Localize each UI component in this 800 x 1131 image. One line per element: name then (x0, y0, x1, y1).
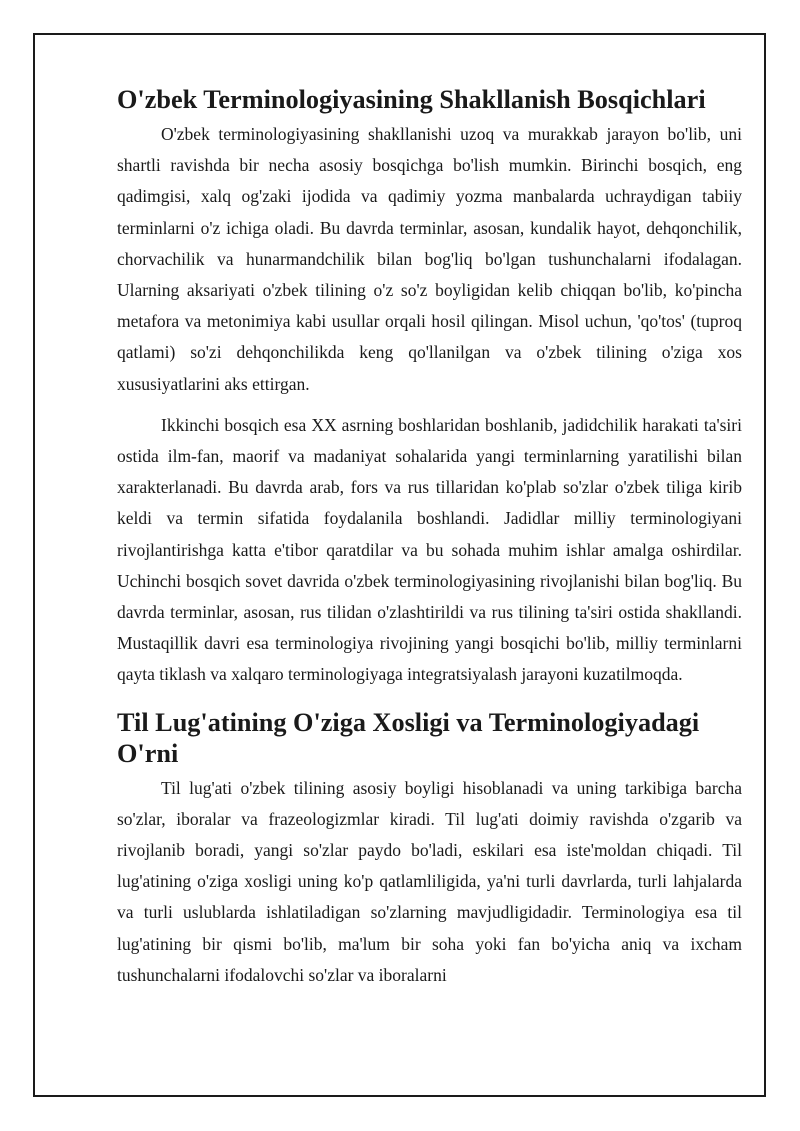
section-heading-stages: O'zbek Terminologiyasining Shakllanish Bosqichlari (117, 85, 706, 114)
document-body (117, 84, 742, 991)
paragraph-stages-1: O'zbek terminologiyasining shakllanishi uzoq va murakkab jarayon bo'lib, uni shartli ravishda bir necha asosiy bosqichga bo'lish mumkin. Birinchi bosqich, eng qadimgisi, xalq og'zaki ijodida va qadimiy yozma manbalarda uchraydigan tabiiy terminlarni o'z ichiga oladi. Bu davrda terminlar, asosan, kundalik hayot, dehqonchilik, chorvachilik va hunarmandchilik bilan bog'liq bo'lgan tushunchalarni ifodalagan. Ularning aksariyati o'zbek tilining o'z so'z boyligidan kelib chiqqan bo'lib, ko'pincha metafora va metonimiya kabi usullar orqali hosil qilingan. Misol uchun, 'qo'tos' (tuproq qatlami) so'zi dehqonchilikda keng qo'llanilgan va o'zbek tilining o'ziga xos xususiyatlarini aks ettirgan. (117, 124, 742, 394)
paragraph-lexicon-1: Til lug'ati o'zbek tilining asosiy boyligi hisoblanadi va uning tarkibiga barcha so'zlar, iboralar va frazeologizmlar kiradi. Til lug'ati doimiy ravishda o'zgarib va rivojlanib boradi, yangi so'zlar paydo bo'ladi, eskilari esa iste'moldan chiqadi. Til lug'atining o'ziga xosligi uning ko'p qatlamliligida, ya'ni turli davrlarda, turli lahjalarda va turli uslublarda ishlatiladigan so'zlarning mavjudligidadir. Terminologiya esa til lug'atining bir qismi bo'lib, ma'lum bir soha yoki fan bo'yicha aniq va ixcham tushunchalarni ifodalovchi so'zlar va iboralarni (117, 777, 742, 985)
paragraph-stages-2: Ikkinchi bosqich esa XX asrning boshlaridan boshlanib, jadidchilik harakati ta'siri ostida ilm-fan, maorif va madaniyat sohalarida yangi terminlarning yaratilishi bilan xarakterlanadi. Bu davrda arab, fors va rus tillaridan ko'plab so'zlar o'zbek tiliga kirib keldi va termin sifatida foydalanila boshlandi. Jadidlar milliy terminologiyani rivojlantirishga katta e'tibor qaratdilar va bu sohada muhim ishlar amalga oshirdilar. Uchinchi bosqich sovet davrida o'zbek terminologiyasining rivojlanishi bilan bog'liq. Bu davrda terminlar, asosan, rus tilidan o'zlashtirildi va rus tilining ta'siri ostida shakllandi. Mustaqillik davri esa terminologiya rivojining yangi bosqichi bo'lib, milliy terminlarni qayta tiklash va xalqaro terminologiyaga integratsiyalash jarayoni kuzatilmoqda. (117, 414, 742, 685)
section-heading-lexicon: Til Lug'atining O'ziga Xosligi va Terminologiyadagi O'rni (117, 707, 700, 768)
